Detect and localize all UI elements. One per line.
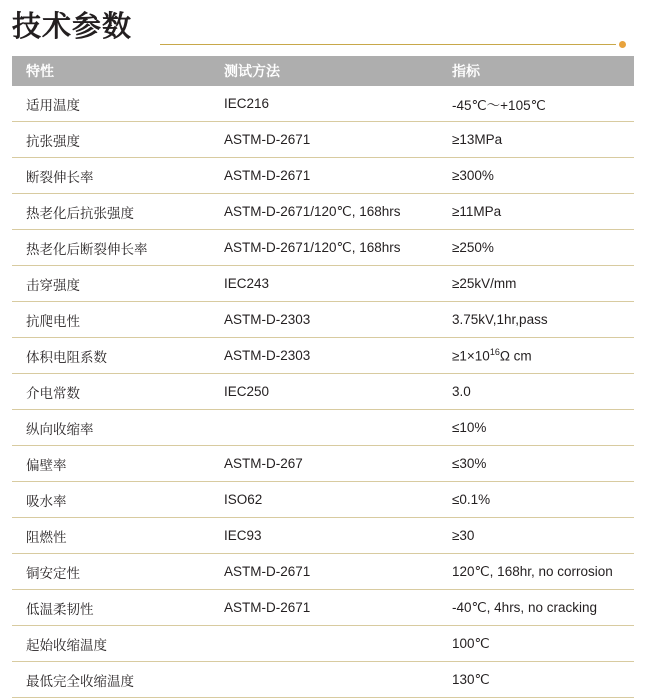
cell-property: 起始收缩温度 <box>12 626 210 662</box>
table-row <box>12 230 634 266</box>
cell-property: 抗张强度 <box>12 122 210 158</box>
column-header-value: 指标 <box>438 56 634 86</box>
column-header-property: 特性 <box>12 56 210 86</box>
cell-value: 130℃ <box>438 662 634 698</box>
cell-method: IEC243 <box>210 266 438 302</box>
cell-value: ≥30 <box>438 518 634 554</box>
cell-method: ASTM-D-2671/120℃, 168hrs <box>210 230 438 266</box>
cell-property: 热老化后抗张强度 <box>12 194 210 230</box>
cell-property: 介电常数 <box>12 374 210 410</box>
cell-method: ASTM-D-2671 <box>210 590 438 626</box>
table-row <box>12 410 634 446</box>
title-row <box>12 0 634 56</box>
cell-value: 3.75kV,1hr,pass <box>438 302 634 338</box>
cell-method: ASTM-D-2671 <box>210 554 438 590</box>
cell-value: -40℃, 4hrs, no cracking <box>438 590 634 626</box>
table-header-row <box>12 56 634 86</box>
cell-value: ≥250% <box>438 230 634 266</box>
table-row <box>12 86 634 122</box>
cell-value: 120℃, 168hr, no corrosion <box>438 554 634 590</box>
table-row <box>12 158 634 194</box>
table-row <box>12 662 634 698</box>
table-row <box>12 590 634 626</box>
cell-property: 纵向收缩率 <box>12 410 210 446</box>
cell-method: ASTM-D-2303 <box>210 302 438 338</box>
cell-value: ≥25kV/mm <box>438 266 634 302</box>
cell-value: ≥13MPa <box>438 122 634 158</box>
cell-property: 铜安定性 <box>12 554 210 590</box>
cell-value: ≤30% <box>438 446 634 482</box>
cell-property: 低温柔韧性 <box>12 590 210 626</box>
cell-method: IEC216 <box>210 86 438 122</box>
cell-method: ASTM-D-2671 <box>210 158 438 194</box>
table-row <box>12 302 634 338</box>
cell-method: ASTM-D-2671 <box>210 122 438 158</box>
cell-value <box>438 338 634 374</box>
cell-method: IEC250 <box>210 374 438 410</box>
cell-value: ≥300% <box>438 158 634 194</box>
table-row <box>12 446 634 482</box>
table-row <box>12 194 634 230</box>
table-row <box>12 338 634 374</box>
table-row <box>12 482 634 518</box>
cell-value: 3.0 <box>438 374 634 410</box>
cell-method: ISO62 <box>210 482 438 518</box>
cell-method: ASTM-D-267 <box>210 446 438 482</box>
cell-value: 100℃ <box>438 626 634 662</box>
cell-value: ≤0.1% <box>438 482 634 518</box>
value-unit: Ω cm <box>499 348 532 364</box>
table-row <box>12 626 634 662</box>
value-base: ≥1×10 <box>452 348 490 364</box>
cell-method: ASTM-D-2671/120℃, 168hrs <box>210 194 438 230</box>
title-end-dot-icon <box>619 41 626 48</box>
page-title: 技术参数 <box>12 11 133 43</box>
cell-value: ≥11MPa <box>438 194 634 230</box>
cell-property: 热老化后断裂伸长率 <box>12 230 210 266</box>
value-exponent: 16 <box>489 347 500 358</box>
cell-property: 最低完全收缩温度 <box>12 662 210 698</box>
cell-property: 适用温度 <box>12 86 210 122</box>
table-row <box>12 518 634 554</box>
cell-method: ASTM-D-2303 <box>210 338 438 374</box>
cell-property: 阻燃性 <box>12 518 210 554</box>
title-divider <box>160 44 616 45</box>
cell-method <box>210 410 438 446</box>
cell-method <box>210 626 438 662</box>
table-body <box>12 86 634 698</box>
column-header-method: 测试方法 <box>210 56 438 86</box>
cell-property: 断裂伸长率 <box>12 158 210 194</box>
spec-table <box>12 56 634 698</box>
table-row <box>12 266 634 302</box>
cell-method <box>210 662 438 698</box>
table-row <box>12 374 634 410</box>
table-row <box>12 554 634 590</box>
cell-property: 击穿强度 <box>12 266 210 302</box>
cell-value: -45℃～+105℃ <box>438 86 634 122</box>
cell-property: 抗爬电性 <box>12 302 210 338</box>
cell-method: IEC93 <box>210 518 438 554</box>
cell-property: 体积电阻系数 <box>12 338 210 374</box>
table-row <box>12 122 634 158</box>
cell-property: 吸水率 <box>12 482 210 518</box>
cell-property: 偏壁率 <box>12 446 210 482</box>
cell-value: ≤10% <box>438 410 634 446</box>
